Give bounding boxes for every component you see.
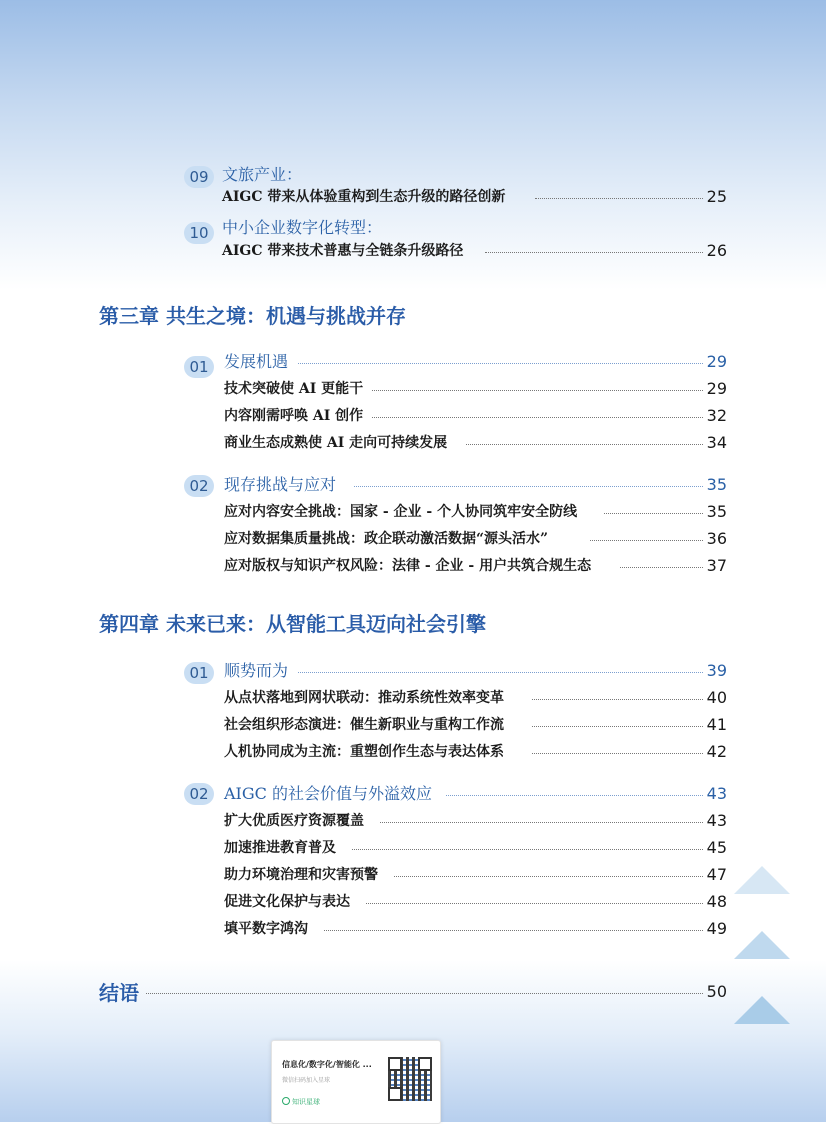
page-number[interactable]: 41 <box>706 715 727 734</box>
page-number[interactable]: 42 <box>706 742 727 761</box>
page-number[interactable]: 29 <box>706 352 727 371</box>
qr-card-brand <box>282 1097 320 1107</box>
leader-dots <box>532 753 703 754</box>
toc-entry[interactable]: 从点状落地到网状联动：推动系统性效率变革 <box>224 690 504 706</box>
page-number[interactable]: 26 <box>706 241 727 260</box>
page-number[interactable]: 43 <box>706 784 727 803</box>
page-number[interactable]: 49 <box>706 919 727 938</box>
leader-dots <box>466 444 703 445</box>
section-number-badge: 01 <box>184 356 214 378</box>
section-title[interactable]: AIGC 的社会价值与外溢效应 <box>224 784 432 803</box>
leader-dots <box>532 726 703 727</box>
section-title[interactable]: 现存挑战与应对 <box>224 475 337 494</box>
section-number-badge: 01 <box>184 662 214 684</box>
leader-dots <box>485 252 703 253</box>
chapter-title[interactable]: 第四章 未来已来：从智能工具迈向社会引擎 <box>99 612 486 636</box>
leader-dots <box>372 390 703 391</box>
leader-dots <box>380 822 703 823</box>
page-number[interactable]: 25 <box>706 187 727 206</box>
decor-triangle <box>734 866 790 894</box>
leader-dots <box>372 417 703 418</box>
section-number-badge: 02 <box>184 475 214 497</box>
leader-dots <box>366 903 703 904</box>
leader-dots <box>354 486 703 487</box>
leader-dots <box>394 876 703 877</box>
planet-icon <box>282 1097 290 1105</box>
qr-card-subtitle: 微信扫码加入星球 <box>282 1077 331 1084</box>
page-number[interactable]: 48 <box>706 892 727 911</box>
page-number[interactable]: 47 <box>706 865 727 884</box>
toc-entry[interactable]: 人机协同成为主流：重塑创作生态与表达体系 <box>224 744 504 760</box>
leader-dots <box>298 672 703 673</box>
qr-finder <box>388 1087 402 1101</box>
toc-entry[interactable]: 商业生态成熟使 AI 走向可持续发展 <box>224 435 448 451</box>
leader-dots <box>620 567 703 568</box>
section-title[interactable]: 发展机遇 <box>224 352 289 371</box>
leader-dots <box>324 930 703 931</box>
leader-dots <box>352 849 703 850</box>
leader-dots <box>298 363 703 364</box>
section-title[interactable]: 中小企业数字化转型： <box>222 218 383 237</box>
toc-entry[interactable]: 社会组织形态演进：催生新职业与重构工作流 <box>224 717 504 733</box>
page-number[interactable]: 37 <box>706 556 727 575</box>
section-subtitle[interactable]: AIGC 带来技术普惠与全链条升级路径 <box>222 243 464 259</box>
chapter-title[interactable]: 第三章 共生之境：机遇与挑战并存 <box>99 304 406 328</box>
toc-entry[interactable]: 加速推进教育普及 <box>224 840 336 856</box>
page-number[interactable]: 35 <box>706 502 727 521</box>
page-number[interactable]: 43 <box>706 811 727 830</box>
page-number[interactable]: 36 <box>706 529 727 548</box>
toc-entry[interactable]: 应对版权与知识产权风险：法律 - 企业 - 用户共筑合规生态 <box>224 558 592 574</box>
page-number[interactable]: 50 <box>706 982 727 1001</box>
toc-entry[interactable]: 应对内容安全挑战：国家 - 企业 - 个人协同筑牢安全防线 <box>224 504 578 520</box>
page-number[interactable]: 35 <box>706 475 727 494</box>
qr-card-title: 信息化/数字化/智能化 ... <box>282 1060 372 1069</box>
qr-finder <box>388 1057 402 1071</box>
leader-dots <box>446 795 703 796</box>
page-number[interactable]: 29 <box>706 379 727 398</box>
toc-entry[interactable]: 内容刚需呼唤 AI 创作 <box>224 408 364 424</box>
page-number[interactable]: 32 <box>706 406 727 425</box>
page-number[interactable]: 34 <box>706 433 727 452</box>
page-number[interactable]: 39 <box>706 661 727 680</box>
qr-finder <box>418 1057 432 1071</box>
leader-dots <box>532 699 703 700</box>
page-number[interactable]: 40 <box>706 688 727 707</box>
toc-entry[interactable]: 应对数据集质量挑战：政企联动激活数据“源头活水” <box>224 531 549 547</box>
toc-entry[interactable]: 扩大优质医疗资源覆盖 <box>224 813 364 829</box>
toc-entry[interactable]: 助力环境治理和灾害预警 <box>224 867 378 883</box>
decor-triangle <box>734 996 790 1024</box>
leader-dots <box>535 198 703 199</box>
leader-dots <box>146 993 703 994</box>
leader-dots <box>604 513 703 514</box>
section-subtitle[interactable]: AIGC 带来从体验重构到生态升级的路径创新 <box>222 189 506 205</box>
section-number-badge: 02 <box>184 783 214 805</box>
section-number-badge: 09 <box>184 166 214 188</box>
toc-entry[interactable]: 技术突破使 AI 更能干 <box>224 381 364 397</box>
section-title[interactable]: 文旅产业： <box>222 165 303 184</box>
qr-code-icon <box>388 1057 432 1101</box>
section-number-badge: 10 <box>184 222 214 244</box>
qr-promo-card[interactable] <box>271 1040 441 1124</box>
toc-entry[interactable]: 填平数字鸿沟 <box>224 921 308 937</box>
qr-card-brand-label: 知识星球 <box>292 1098 320 1106</box>
section-title[interactable]: 顺势而为 <box>224 661 289 680</box>
leader-dots <box>590 540 703 541</box>
conclusion-title[interactable]: 结语 <box>99 981 139 1005</box>
page-number[interactable]: 45 <box>706 838 727 857</box>
toc-entry[interactable]: 促进文化保护与表达 <box>224 894 350 910</box>
decor-triangle <box>734 931 790 959</box>
